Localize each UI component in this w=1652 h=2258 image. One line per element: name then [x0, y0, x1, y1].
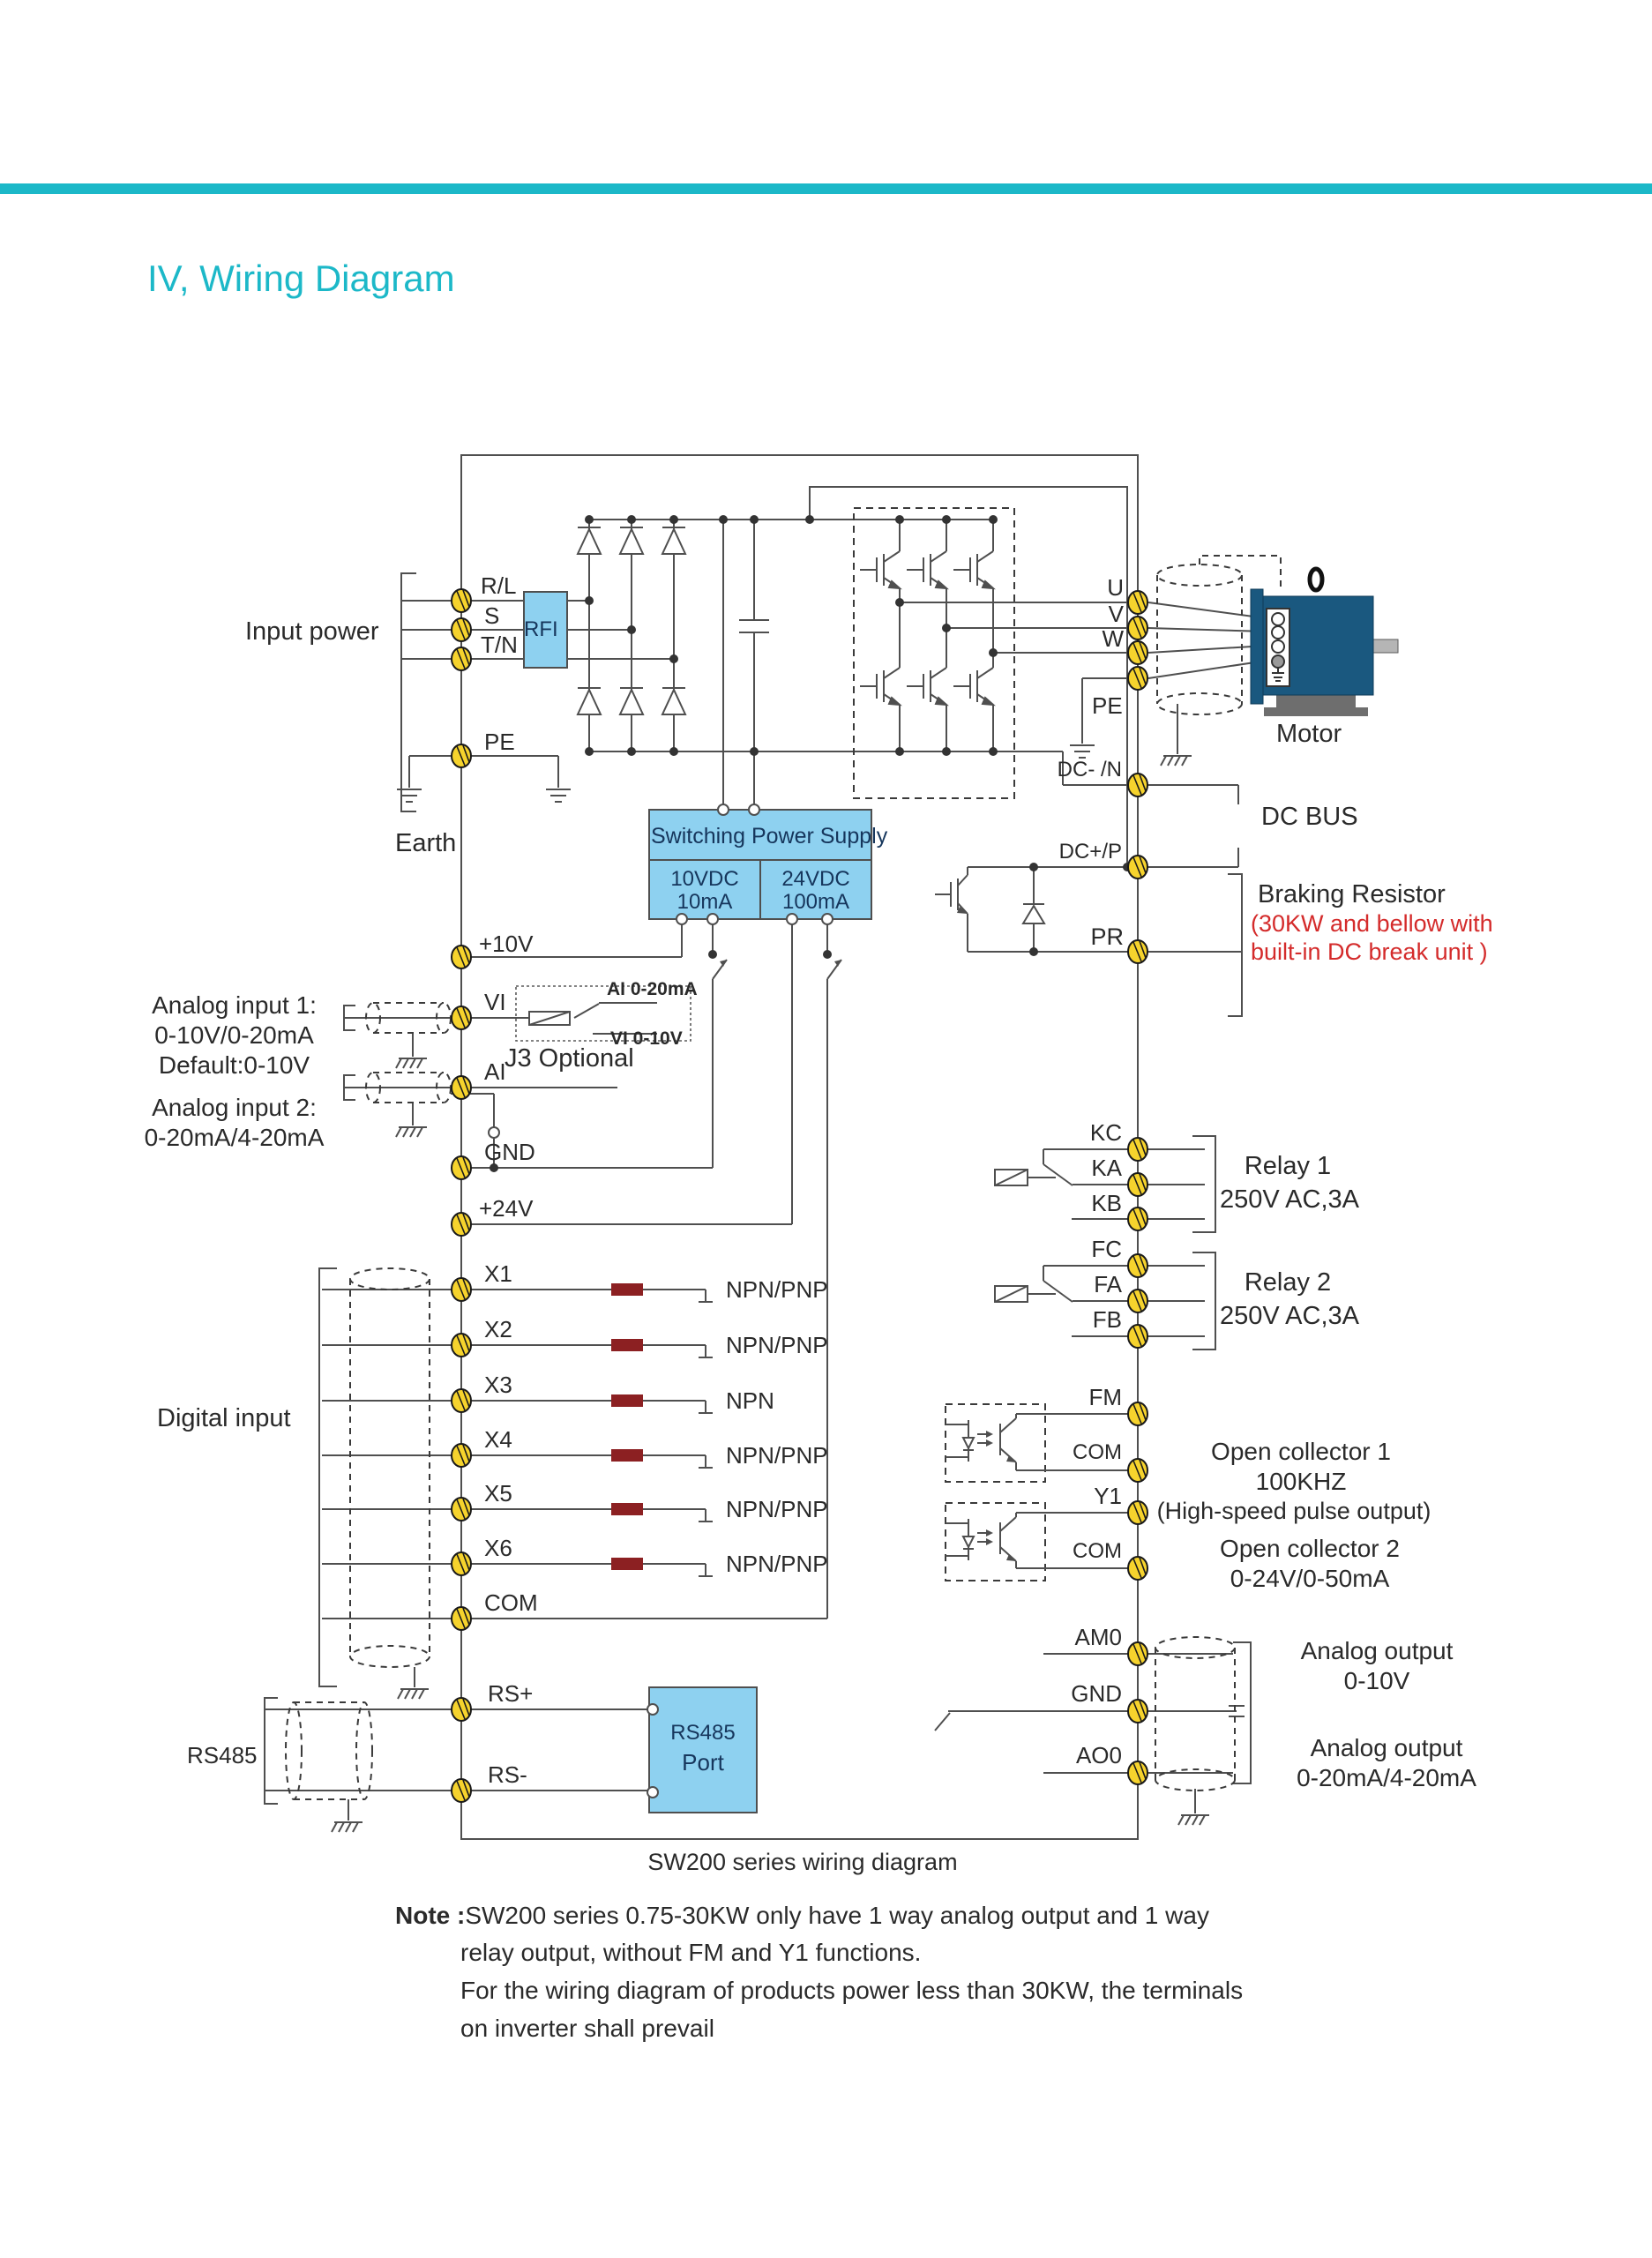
terminal-label-y1: Y1 [1094, 1483, 1122, 1509]
digital-input-shield [350, 1268, 430, 1667]
terminal-w [1128, 641, 1147, 664]
terminal-label-x2: X2 [484, 1316, 512, 1342]
terminal-label-pr: PR [1090, 923, 1124, 950]
terminal-x4 [452, 1444, 471, 1467]
braking-resistor-label: Braking Resistor [1258, 880, 1446, 908]
terminal-label-am0: AM0 [1074, 1624, 1122, 1650]
terminal-ka [1128, 1173, 1147, 1196]
aout2-label-line2: 0-20mA/4-20mA [1297, 1764, 1476, 1791]
digital-shield-ground-icon [398, 1689, 429, 1699]
terminal-ao0 [1128, 1761, 1147, 1784]
terminal-x6 [452, 1552, 471, 1575]
terminal-pr [1128, 940, 1147, 963]
diode-icon [662, 690, 685, 714]
rs485-label: RS485 [187, 1742, 258, 1768]
rfi-label: RFI [524, 617, 558, 641]
terminal-com2 [1128, 1557, 1147, 1580]
relay2-rating-label: 250V AC,3A [1220, 1302, 1359, 1330]
diode-icon [620, 690, 643, 714]
motor-foot [1264, 707, 1368, 716]
terminal-x3 [452, 1389, 471, 1412]
earth-label: Earth [395, 829, 457, 857]
terminal-label-com1: COM [1073, 1440, 1122, 1464]
terminal-label-rs-minus: RS- [488, 1761, 527, 1788]
terminal-dc-p [1128, 856, 1147, 879]
rs485-port-label1: RS485 [670, 1721, 736, 1745]
terminal-rl [452, 589, 471, 612]
x6-type-label: NPN/PNP [726, 1551, 828, 1577]
terminal-rs-minus [452, 1779, 471, 1802]
terminal-x5 [452, 1498, 471, 1521]
terminal-label-s: S [484, 602, 500, 629]
terminal-label-rl: R/L [481, 572, 517, 599]
sps-10vdc: 10VDC [670, 867, 739, 891]
terminal-label-x5: X5 [484, 1480, 512, 1507]
relay1-circuit [995, 1136, 1215, 1232]
terminal-label-tn: T/N [481, 632, 518, 658]
terminal-label-ai: AI [484, 1058, 506, 1085]
terminal-v [1128, 617, 1147, 639]
terminal-s [452, 618, 471, 641]
sps-title: Switching Power Supply [651, 824, 888, 849]
analog1-label-line1: Analog input 1: [152, 991, 317, 1019]
terminal-label-vi: VI [484, 989, 506, 1015]
digital-input-label: Digital input [157, 1404, 291, 1432]
braking-warning-line2: built-in DC break unit ) [1251, 938, 1488, 965]
input-power-label: Input power [245, 617, 379, 646]
terminal-label-fm: FM [1088, 1384, 1122, 1410]
terminal-label-w: W [1102, 625, 1124, 652]
x4-type-label: NPN/PNP [726, 1442, 828, 1469]
terminal-label-x4: X4 [484, 1426, 512, 1453]
analog-output-shield [1155, 1637, 1235, 1791]
note-line4: on inverter shall prevail [460, 2015, 714, 2042]
motor-base [1276, 695, 1356, 708]
aout1-label-line1: Analog output [1300, 1637, 1454, 1664]
resistor-icon [611, 1558, 643, 1570]
sps-100ma: 100mA [781, 890, 850, 914]
oc1-label: Open collector 1 [1211, 1438, 1391, 1465]
diode-icon [578, 690, 601, 714]
diode-icon [620, 529, 643, 554]
terminal-label-gnd-left: GND [484, 1139, 535, 1165]
terminal-rs-plus [452, 1698, 471, 1721]
terminal-gnd-left [452, 1156, 471, 1179]
analog1-label-line3: Default:0-10V [158, 1051, 310, 1079]
analog2-label-line1: Analog input 2: [152, 1094, 317, 1121]
cable-shield-ground-icon [1161, 756, 1192, 766]
diagram-caption: SW200 series wiring diagram [647, 1849, 958, 1875]
terminal-com-left [452, 1607, 471, 1630]
terminal-label-fb: FB [1092, 1306, 1122, 1333]
note-line1 [395, 1902, 1209, 1929]
rs485-shield [286, 1702, 372, 1799]
terminal-label-dc-n: DC- /N [1057, 758, 1122, 781]
relay2-label: Relay 2 [1244, 1268, 1332, 1297]
opto-led-icon [963, 1536, 974, 1547]
terminal-u [1128, 591, 1147, 614]
terminal-fm [1128, 1402, 1147, 1425]
terminal-gnd-right [1128, 1700, 1147, 1723]
terminal-kc [1128, 1138, 1147, 1161]
motor-flange [1251, 589, 1263, 704]
motor-shaft [1373, 639, 1398, 653]
x2-type-label: NPN/PNP [726, 1332, 828, 1358]
sps-10ma: 10mA [676, 890, 733, 914]
oc1-desc-label: (High-speed pulse output) [1156, 1498, 1431, 1524]
motor-graphic [1251, 569, 1398, 716]
opto-led-icon [963, 1438, 974, 1448]
terminal-x2 [452, 1334, 471, 1357]
terminal-label-u: U [1107, 574, 1124, 601]
terminal-label-ka: KA [1091, 1155, 1122, 1181]
oc2-label: Open collector 2 [1220, 1535, 1400, 1562]
resistor-icon [611, 1449, 643, 1462]
terminal-label-rs-plus: RS+ [488, 1680, 534, 1707]
terminal-label-pe-right: PE [1092, 692, 1123, 719]
terminal-label-com2: COM [1073, 1539, 1122, 1563]
terminal-x1 [452, 1278, 471, 1301]
analog2-label-line2: 0-20mA/4-20mA [144, 1124, 325, 1151]
brake-diode-icon [1023, 906, 1044, 923]
motor-lifting-ring [1310, 569, 1322, 590]
sps-24vdc: 24VDC [781, 867, 850, 891]
relay1-label: Relay 1 [1244, 1152, 1332, 1180]
j3-ai-label: AI 0-20mA [607, 979, 698, 999]
terminal-label-dc-p: DC+/P [1058, 840, 1122, 864]
terminal-label-24v: +24V [479, 1195, 534, 1222]
terminal-10v [452, 946, 471, 968]
terminal-label-x6: X6 [484, 1535, 512, 1561]
terminal-fc [1128, 1254, 1147, 1277]
terminal-label-kb: KB [1091, 1190, 1122, 1216]
page-title: IV, Wiring Diagram [147, 258, 455, 299]
relay1-rating-label: 250V AC,3A [1220, 1185, 1359, 1214]
note-line3: For the wiring diagram of products power less than 30KW, the terminals [460, 1977, 1244, 2004]
terminal-dc-n [1128, 774, 1147, 796]
shield-ground-icon [396, 1058, 427, 1068]
resistor-icon [611, 1503, 643, 1515]
diode-icon [578, 529, 601, 554]
resistor-icon [611, 1339, 643, 1351]
oc2-rating-label: 0-24V/0-50mA [1230, 1565, 1390, 1592]
oc1-freq-label: 100KHZ [1255, 1468, 1347, 1495]
aout1-label-line2: 0-10V [1343, 1667, 1410, 1694]
terminal-pe-right [1128, 667, 1147, 690]
braking-warning-line1: (30KW and bellow with [1251, 910, 1493, 937]
terminal-vi [452, 1006, 471, 1029]
terminal-24v [452, 1213, 471, 1236]
terminal-fa [1128, 1290, 1147, 1312]
pe-ground-icon [1070, 745, 1095, 758]
resistor-icon [611, 1283, 643, 1296]
earth-ground2-icon [546, 789, 571, 802]
terminal-fb [1128, 1325, 1147, 1348]
note-label: Note : [395, 1902, 466, 1929]
j3-vi-label: VI 0-10V [610, 1028, 683, 1049]
diode-icon [662, 529, 685, 554]
igbt-columns [900, 520, 993, 751]
terminal-am0 [1128, 1642, 1147, 1665]
motor-label: Motor [1276, 720, 1342, 748]
x1-type-label: NPN/PNP [726, 1276, 828, 1303]
terminal-label-fa: FA [1094, 1271, 1122, 1297]
note-text1: SW200 series 0.75-30KW only have 1 way analog output and 1 way [465, 1902, 1209, 1929]
x5-type-label: NPN/PNP [726, 1496, 828, 1522]
x3-type-label: NPN [726, 1387, 774, 1414]
terminal-label-gnd-right: GND [1071, 1680, 1122, 1707]
analog1-label-line2: 0-10V/0-20mA [154, 1021, 314, 1049]
terminal-label-10v: +10V [479, 931, 534, 957]
relay2-circuit [995, 1252, 1215, 1350]
rs485-shield-ground-icon [332, 1822, 363, 1832]
dc-bus-label: DC BUS [1261, 803, 1358, 831]
aout2-label-line1: Analog output [1310, 1734, 1463, 1761]
terminal-label-kc: KC [1089, 1119, 1122, 1146]
shield-ground-icon [396, 1127, 427, 1137]
rs485-port-label2: Port [682, 1749, 724, 1776]
terminal-label-com-left: COM [484, 1589, 538, 1616]
terminal-kb [1128, 1208, 1147, 1230]
analog-shield-ground-icon [1178, 1815, 1209, 1825]
analog-output-circuit [935, 1637, 1251, 1825]
note-line2: relay output, without FM and Y1 functions. [460, 1939, 922, 1966]
terminal-ai [452, 1076, 471, 1099]
resistor-icon [611, 1394, 643, 1407]
terminal-label-v: V [1108, 601, 1124, 627]
terminal-label-x1: X1 [484, 1260, 512, 1287]
terminal-label-fc: FC [1091, 1236, 1122, 1262]
terminal-label-x3: X3 [484, 1372, 512, 1398]
terminal-com1 [1128, 1459, 1147, 1482]
terminal-label-pe-left: PE [484, 729, 515, 755]
j3-optional-label: J3 Optional [505, 1044, 634, 1073]
terminal-pe-left [452, 744, 471, 767]
terminal-label-ao0: AO0 [1075, 1742, 1122, 1768]
terminal-tn [452, 647, 471, 670]
